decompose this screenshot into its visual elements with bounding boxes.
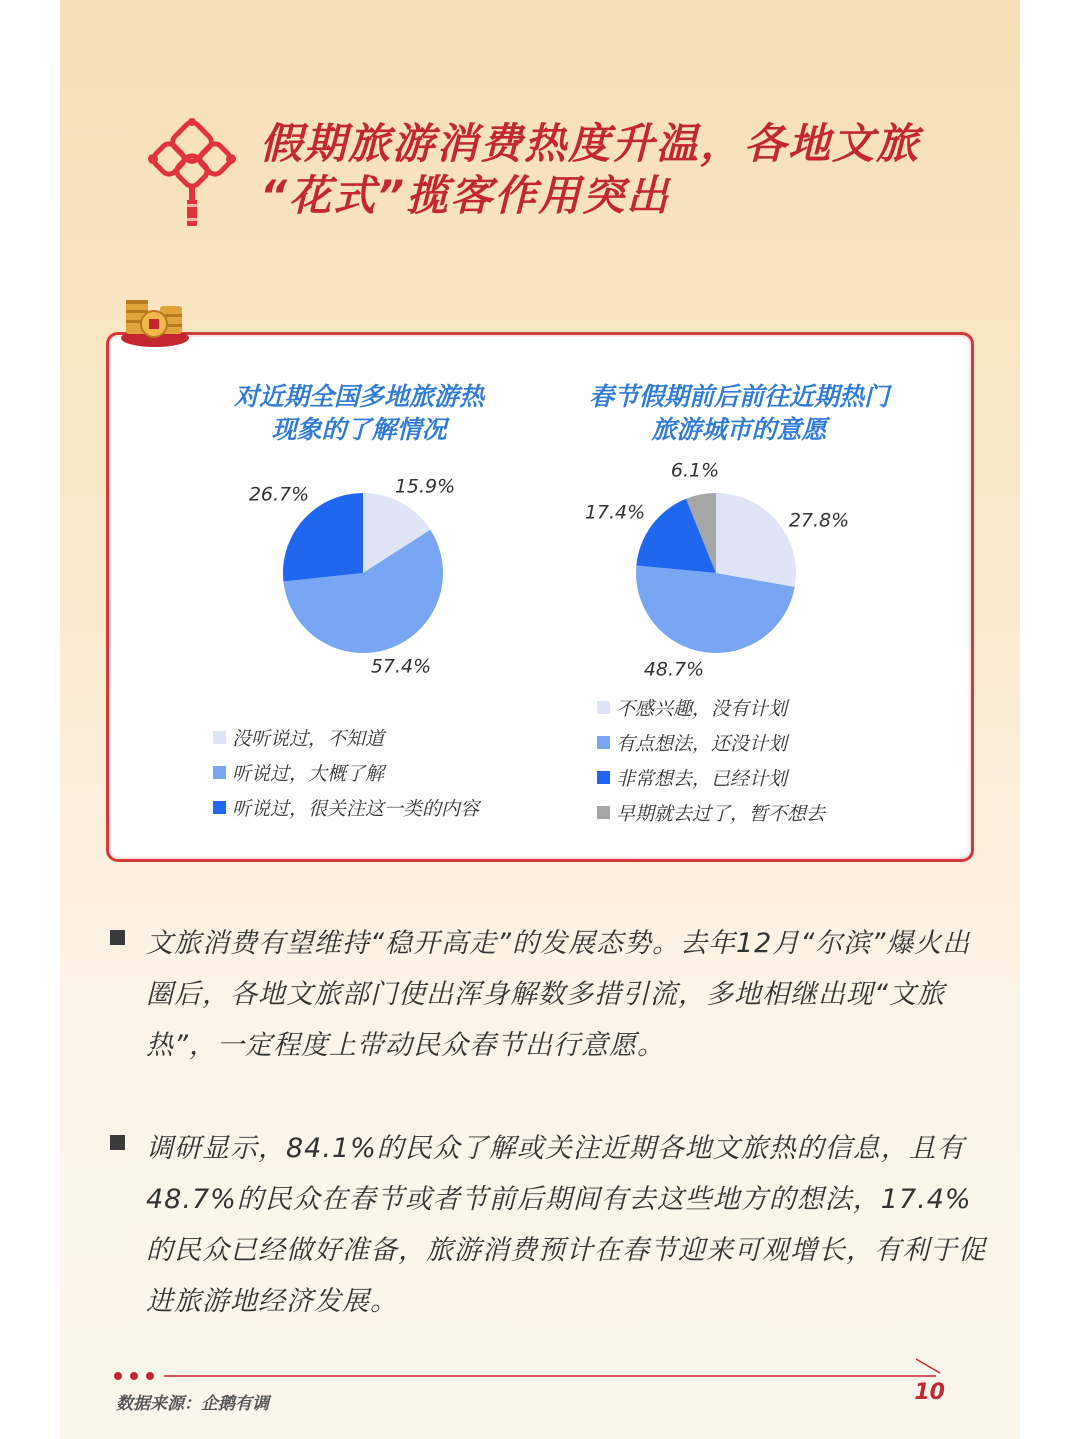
bullet-paragraphs: [108, 918, 988, 1379]
legend-label: 听说过，很关注这一类的内容: [232, 798, 480, 820]
chart-card: [106, 332, 974, 862]
legend-item: [213, 790, 479, 825]
paragraph-text: 调研显示，84.1%的民众了解或关注近期各地文旅热的信息，且有48.7%的民众在春节或者节前后期间有去这些地方的想法，17.4%的民众已经做好准备，旅游消费预计在春节迎来可观增长，有利于促进旅游地经济发展。: [146, 1133, 986, 1317]
pie-slice-value-label: 15.9%: [394, 475, 456, 498]
pie-slice: [716, 493, 796, 587]
pie-slice-value-label: 26.7%: [248, 483, 310, 506]
legend-swatch: [213, 801, 226, 814]
legend-swatch: [597, 806, 610, 819]
legend-item: [213, 755, 479, 790]
legend-travel-intention: [597, 690, 825, 830]
legend-awareness: [213, 720, 479, 825]
legend-item: [597, 795, 825, 830]
pie-slice-value-label: 27.8%: [788, 509, 850, 532]
legend-item: [213, 720, 479, 755]
page-number: 10: [914, 1380, 945, 1405]
bullet-paragraph: [108, 1123, 988, 1327]
chart-title-awareness-line1: 对近期全国多地旅游热: [233, 382, 484, 411]
pie-chart-travel-intention: [585, 460, 849, 681]
legend-label: 有点想法，还没计划: [616, 733, 788, 755]
pie-slice-value-label: 6.1%: [670, 459, 720, 482]
page: [60, 0, 1020, 1439]
page-title: [260, 118, 1000, 222]
chinese-knot-icon: [146, 118, 238, 230]
coin-stack-icon: [120, 286, 190, 348]
legend-label: 不感兴趣，没有计划: [616, 698, 788, 720]
chart-title-travel-intention-line1: 春节假期前后前往近期热门: [588, 382, 889, 411]
data-source: 数据来源：企鹅有调: [116, 1394, 269, 1414]
chart-title-travel-intention: [559, 380, 919, 446]
bullet-paragraph: [108, 918, 988, 1071]
legend-label: 没听说过，不知道: [232, 728, 385, 750]
chart-title-awareness: [204, 380, 514, 446]
pie-slice-value-label: 17.4%: [584, 501, 646, 524]
legend-swatch: [597, 701, 610, 714]
pie-slice-value-label: 48.7%: [643, 658, 705, 681]
legend-label: 非常想去，已经计划: [616, 768, 788, 790]
paragraph-text: 文旅消费有望维持“稳开高走”的发展态势。去年12月“尔滨”爆火出圈后，各地文旅部门使出浑身解数多措引流，多地相继出现“文旅热”，一定程度上带动民众春节出行意愿。: [146, 928, 971, 1061]
legend-swatch: [213, 766, 226, 779]
legend-item: [597, 725, 825, 760]
pie-slice: [283, 493, 363, 582]
legend-item: [597, 690, 825, 725]
legend-label: 听说过，大概了解: [232, 763, 385, 785]
square-bullet-icon: [110, 930, 125, 945]
page-title-line1: 假期旅游消费热度升温，各地文旅: [260, 119, 921, 168]
chart-title-travel-intention-line2: 旅游城市的意愿: [651, 415, 827, 444]
chart-title-awareness-line2: 现象的了解情况: [271, 415, 447, 444]
square-bullet-icon: [110, 1135, 125, 1150]
legend-swatch: [213, 731, 226, 744]
page-title-line2: “花式”揽客作用突出: [260, 171, 671, 220]
legend-label: 早期就去过了，暂不想去: [616, 803, 826, 825]
legend-item: [597, 760, 825, 795]
pie-slice-value-label: 57.4%: [370, 655, 432, 678]
legend-swatch: [597, 736, 610, 749]
pie-chart-awareness: [249, 476, 455, 678]
footer-divider: [60, 1356, 1020, 1386]
legend-swatch: [597, 771, 610, 784]
